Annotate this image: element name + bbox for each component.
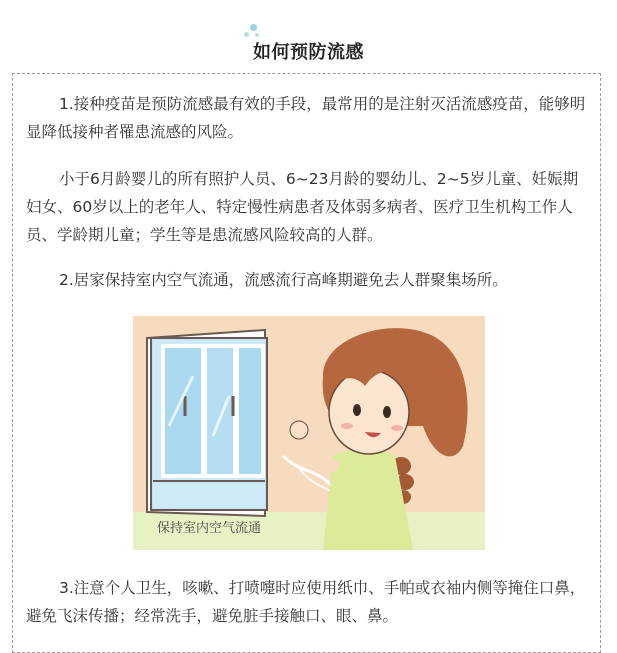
- paragraph-high-risk-groups: 小于6月龄婴儿的所有照护人员、6~23月龄的婴幼儿、2~5岁儿童、妊娠期妇女、60岁以上的老年人、特定慢性病患者及体弱多病者、医疗卫生机构工作人员、学龄期儿童；学生等是患流感风险较高的人群。: [26, 170, 579, 244]
- paragraph-hygiene: 3.注意个人卫生，咳嗽、打喷嚏时应使用纸巾、手帕或衣袖内侧等掩住口鼻，避免飞沫传播；经常洗手，避免脏手接触口、眼、鼻。: [26, 579, 586, 625]
- ventilation-illustration: [133, 316, 485, 550]
- girl-window-illustration-icon: [133, 316, 485, 550]
- article-title: 如何预防流感: [253, 42, 364, 63]
- illustration-caption: 保持室内空气流通: [157, 521, 262, 536]
- paragraph-ventilation: 2.居家保持室内空气流通，流感流行高峰期避免去人群聚集场所。: [59, 271, 508, 289]
- paragraph-vaccine: 1.接种疫苗是预防流感最有效的手段，最常用的是注射灭活流感疫苗，能够明显降低接种者罹患流感的风险。: [26, 95, 586, 141]
- title-area: [0, 0, 617, 70]
